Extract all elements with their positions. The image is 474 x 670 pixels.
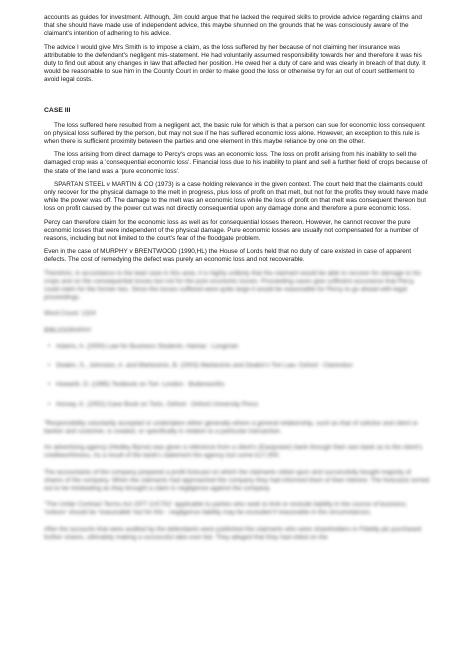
case-iii-section [44, 122, 430, 265]
bibliography-item: • Horsey, K. (2002) Case Book on Torts. Oxford : Oxford University Press [56, 401, 430, 409]
blurred-preview-section [44, 270, 430, 542]
paragraph-advice: The advice I would give Mrs Smith is to impose a claim, as the loss suffered by her because of not claiming her insurance was attributable to the defendant's negligent mis-statement. He had voluntarily assumed responsibility towards her and therefore it was his duty to find out about any changes in law that affected her position. He owed her a duty of care and was clearly in breach of that duty. It would be reasonable to sue him in the County Court in order to make good the loss or otherwise try for an out of court settlement to avoid legal costs. [44, 43, 426, 84]
footnote: "The Unfair Contract Terms Act 1977 (UCTA)" applicable to parties who seek to limit or exclude liability in the course of business; 'notices' should be 'reasonable' but for this - negligence liability may be excluded if reasonable in the circumstances. [44, 501, 408, 517]
footnote: The accountants of the company prepared a profit forecast on which the claimants relied upon and successfully bought majority of shares of the company. When the claimants had approached the company they had informed them of their interest. The forecasts turned out to be misleading as they brought a claim in negligence against the company. [44, 468, 430, 492]
opening-section [44, 14, 430, 85]
bibliography-item: • Deakin, S., Johnston, A. and Markesinis, B. (2003) Markesinis and Deakin's Tort Law. Oxford : Clarendon [56, 362, 430, 370]
bibliography-item: • Adams, A. (2000) Law for Business Students. Harlow : Longman [56, 343, 430, 351]
footnote: An advertising agency (Hedley Byrne) was given a reference from a client's (Easipower) bank through their own bank as to the client's creditworthiness. As a result of the bank's statement the agency lost some £17,000. [44, 444, 423, 460]
blurred-bibliography-heading: BIBLIOGRAPHY [44, 326, 92, 334]
footnote: After the accounts that were audited by the defendants were published the claimants who were shareholders in Fidelity plc purchased further shares, ultimately making a successful take-over bid. They alleged that they had relied on the [44, 525, 422, 541]
footnote: "Responsibility voluntarily accepted or undertaken either generally where a general relationship, such as that of solicitor and client or banker and customer, is created, or specifically in relation to a particular transaction. [44, 419, 418, 435]
case-heading: CASE III [44, 106, 71, 114]
blurred-word-count: Word Count: 1324 [44, 310, 96, 318]
bibliography-item: • Howarth, D. (1995) Textbook on Tort. London : Butterworths [56, 381, 430, 389]
paragraph-negligent-act: The loss suffered here resulted from a negligent act, the basic rule for which is that a person can sue for economic loss consequent on physical loss suffered by the person, but may not sue if he has suffered economic loss alone. However, an exception to this rule is when there is sufficient proximity between the parties and one element in this maybe reliance by one on the other. [44, 121, 425, 146]
paragraph-loss-types: The loss arising from direct damage to Percy's crops was an economic loss. The loss on profit arising from his inability to sell the damaged crop was a 'consequential economic loss'. Financial loss due to his inability to plant and sell a further field of crops because of the state of the land was a 'pure economic loss'. [44, 151, 428, 175]
page-fade [44, 660, 430, 670]
paragraph-accounts-guides: accounts as guides for investment. Although, Jim could argue that he lacked the required skills to provide advice regarding claims and that she should have made use of independent advice, this maybe shunned on the grounds that he was consciously aware of the claimant's intention of adhering to his advice. [44, 14, 422, 38]
blurred-paragraph-conclusion: Therefore, in accordance to the lead case in this area, it is highly unlikely that the claimant would be able to recover for damage to his crops and on the consequential losses but not for the pure economic losses. Proceeding cases give sufficient assurance that Percy could claim for the former two. Since the losses suffered were quite large it would be reasonable for Percy to go ahead with legal proceedings. [44, 269, 421, 302]
paragraph-spartan-steel: SPARTAN STEEL v MARTIN & CO (1973) is a case holding relevance in the given context. The court held that the claimants could only recover for the physical damage to the melt in progress, plus loss of profit on that melt, but not for the profits they would have made while the power was off. The damage to the melt was an economic loss while the loss of profit on that melt was consequent thereon but loss on profit caused by the power cut was not directly consequential upon any damage done and therefore a pure economic loss. [44, 180, 428, 213]
paragraph-murphy-brentwood: Even in the case of MURPHY v BRENTWOOD (1990,HL) the House of Lords held that no duty of care existed in case of apparent defects. The cost of remedying the defect was purely an economic loss and not recoverable. [44, 248, 412, 264]
paragraph-percy-claim: Percy can therefore claim for the economic loss as well as for consequential losses thereon. However, he cannot recover the pure economic losses that were independent of the physical damage. Pure economic losses are usually not compensated for a number of reasons, including but not limited to the court's fear of the floodgate problem. [44, 218, 419, 243]
bibliography-list [44, 343, 430, 409]
